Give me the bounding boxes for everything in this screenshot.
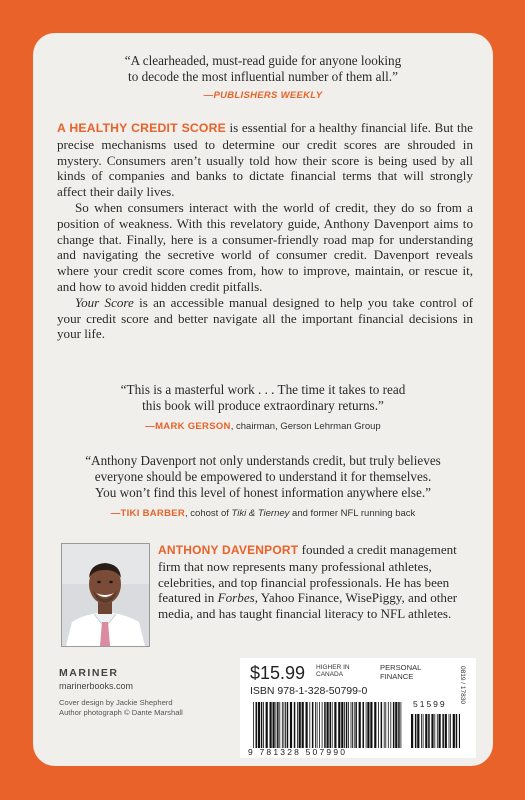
ean-barcode (252, 702, 404, 748)
barcode-bar (315, 702, 316, 748)
bio-publication: Forbes, (217, 590, 258, 606)
attribution-detail: , chairman, Gerson Lehrman Group (230, 421, 381, 432)
barcode-bar (370, 702, 372, 748)
author-photo (61, 543, 150, 647)
barcode-bar (284, 702, 285, 748)
barcode-bar (449, 714, 450, 748)
description-text: is an accessible manual designed to help you take control of your credit score and better navigate all the important financial decisions in your life. (57, 294, 473, 342)
barcode-bar (279, 702, 280, 748)
price: $15.99 (250, 663, 306, 683)
description-paragraph (57, 120, 473, 200)
barcode-bar (355, 702, 357, 748)
quote-line: to decode the most influential number of them all.” (128, 69, 398, 84)
barcode-box (240, 658, 476, 758)
barcode-bar (388, 702, 389, 748)
category-line: PERSONAL (380, 663, 422, 672)
barcode-bar (327, 702, 329, 748)
attribution-detail: and former NFL running back (289, 508, 416, 519)
book-category (380, 663, 421, 681)
price-note-line: CANADA (316, 671, 344, 678)
review-quote-publishers-weekly (33, 53, 493, 104)
barcode-bar (306, 702, 308, 748)
barcode-bar (366, 702, 367, 748)
barcode-bar (431, 714, 433, 748)
barcode-bar (258, 702, 260, 748)
barcode-bar (346, 702, 348, 748)
barcode-bar (450, 714, 451, 748)
quote-line: this book will produce extraordinary returns.” (142, 398, 384, 413)
barcode-bar (421, 714, 422, 748)
barcode-bar (277, 702, 279, 748)
barcode-bar (261, 702, 263, 748)
barcode-bar (384, 702, 385, 748)
barcode-bar (428, 714, 430, 748)
barcode-bar (417, 714, 419, 748)
barcode-bar (445, 714, 447, 748)
cover-design-credit: Cover design by Jackie Shepherd (59, 698, 173, 707)
book-description (57, 120, 473, 342)
addon-barcode (410, 714, 460, 748)
barcode-bar (456, 714, 458, 748)
barcode-bar (359, 702, 361, 748)
barcode-bar (270, 702, 272, 748)
side-code: 0819 / 17830 (459, 666, 466, 704)
barcode-bar (385, 702, 386, 748)
barcode-bar (312, 702, 314, 748)
barcode-bar (363, 702, 365, 748)
barcode-bar (395, 702, 397, 748)
barcode-bar (324, 702, 326, 748)
quote-line: “Anthony Davenport not only understands credit, but truly believes (85, 453, 441, 468)
barcode-bar (459, 714, 460, 748)
barcode-bar (317, 702, 318, 748)
description-paragraph (57, 295, 473, 342)
barcode-bar (367, 702, 369, 748)
quote-attribution: —PUBLISHERS WEEKLY (203, 90, 323, 101)
quote-line: You won’t find this level of honest information anywhere else.” (94, 485, 432, 500)
quote-attribution (33, 504, 493, 522)
barcode-bar (425, 714, 427, 748)
barcode-bar (322, 702, 323, 748)
barcode-bar (354, 702, 355, 748)
quote-attribution (33, 417, 493, 435)
barcode-bar (297, 702, 298, 748)
barcode-bar (273, 702, 275, 748)
barcode-bar (287, 702, 289, 748)
barcode-bar (341, 702, 343, 748)
cover-credits (59, 698, 183, 718)
barcode-bar (263, 702, 264, 748)
isbn: ISBN 978-1-328-50799-0 (250, 685, 368, 697)
barcode-bar (276, 702, 277, 748)
barcode-bar (437, 714, 438, 748)
barcode-bar (282, 702, 283, 748)
review-quote-mark-gerson (33, 382, 493, 435)
barcode-bar (309, 702, 310, 748)
barcode-bar (381, 702, 383, 748)
barcode-bar (294, 702, 296, 748)
author-name: ANTHONY DAVENPORT (158, 543, 299, 557)
bio-text: founded a credit management firm that now represents many professional athletes, celebrities, and top financial professionals. He has been featured in (158, 542, 457, 606)
barcode-bar (285, 702, 286, 748)
quote-line: “This is a masterful work . . . The time it takes to read (120, 382, 406, 397)
publisher-info (59, 667, 183, 718)
attribution-name: —MARK GERSON (145, 421, 231, 432)
barcode-bar (334, 702, 336, 748)
description-lead: A HEALTHY CREDIT SCORE (57, 121, 226, 135)
barcode-bar (344, 702, 345, 748)
barcode-bar (330, 702, 332, 748)
barcode-bar (348, 702, 349, 748)
barcode-bar (434, 714, 435, 748)
author-photo-credit: Author photograph © Dante Marshall (59, 708, 183, 717)
author-bio (158, 542, 475, 622)
barcode-bar (453, 714, 455, 748)
barcode-bar (299, 702, 301, 748)
barcode-bar (411, 714, 413, 748)
addon-number: 51599 (413, 699, 447, 709)
book-title: Your Score (75, 294, 134, 310)
barcode-bar (332, 702, 333, 748)
barcode-bar (256, 702, 258, 748)
barcode-bar (378, 702, 379, 748)
ean-number: 9 781328 507990 (248, 747, 348, 757)
barcode-bar (390, 702, 391, 748)
publisher-logo: MARINER (59, 667, 119, 679)
barcode-bar (423, 714, 424, 748)
category-line: FINANCE (380, 672, 414, 681)
barcode-bar (351, 702, 352, 748)
barcode-bar (393, 702, 395, 748)
quote-line: “A clearheaded, must-read guide for anyone looking (124, 53, 402, 68)
price-note (316, 664, 350, 678)
barcode-bar (374, 702, 376, 748)
barcode-bar (266, 702, 268, 748)
barcode-bar (398, 702, 400, 748)
attribution-detail: , cohost of (185, 508, 232, 519)
quote-line: everyone should be empowered to understand it for themselves. (94, 469, 432, 484)
barcode-bar (415, 714, 417, 748)
barcode-bar (319, 702, 320, 748)
attribution-name: —TIKI BARBER (110, 508, 186, 519)
price-note-line: HIGHER IN (316, 664, 350, 671)
cover-panel (33, 33, 493, 766)
review-quote-tiki-barber (33, 453, 493, 522)
show-title: Tiki & Tierney (231, 508, 290, 519)
publisher-url: marinerbooks.com (59, 681, 134, 691)
description-text: is essential for a healthy financial life. But the precise mechanisms used to determine our credit scores are shrouded in mystery. Consumers aren’t usually told how their score is being used by all kinds of companies and banks to dictate financial terms that will strongly affect their daily lives. (57, 120, 473, 200)
barcode-bar (290, 702, 292, 748)
bio-text: Yahoo Finance, WisePiggy, and other media, and has taught financial literacy to NFL athletes. (158, 590, 458, 622)
barcode-bar (442, 714, 444, 748)
barcode-bar (302, 702, 304, 748)
barcode-bar (338, 702, 340, 748)
barcode-bar (401, 702, 402, 748)
barcode-bar (253, 702, 254, 748)
description-paragraph: So when consumers interact with the world of credit, they do so from a position of weakness. With this revelatory guide, Anthony Davenport aims to change that. Finally, here is a consumer-friendly road map for understanding and navigating the secretive world of consumer credit. Davenport reveals where your credit score comes from, how to improve, maintain, or rescue it, and how to avoid hidden credit pitfalls. (57, 199, 473, 294)
barcode-bar (439, 714, 441, 748)
barcode-bar (352, 702, 353, 748)
